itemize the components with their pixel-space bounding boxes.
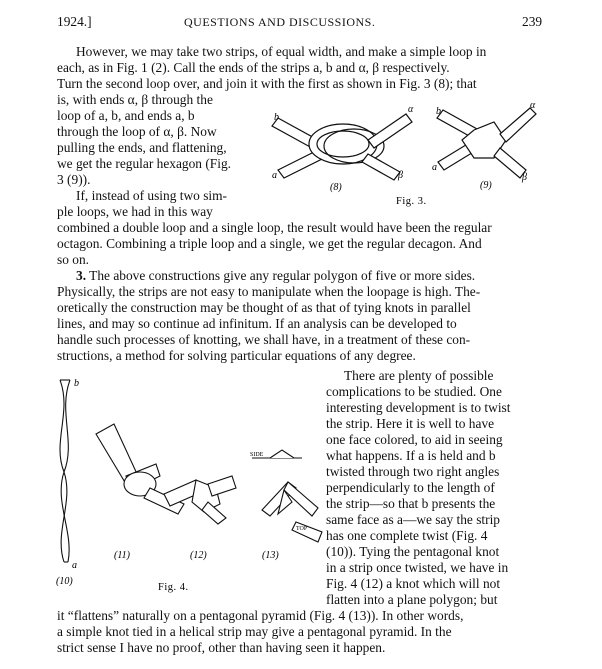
p2-line4: octagon. Combining a triple loop and a single, we get the regular decagon. And — [57, 236, 482, 251]
p2-line1: If, instead of using two sim- — [76, 188, 227, 203]
fig4-caption: Fig. 4. — [158, 582, 189, 593]
fig3-label-9: (9) — [480, 180, 492, 191]
p1-line2: each, as in Fig. 1 (2). Call the ends of the strips a, b and α, β respectively. — [57, 60, 450, 75]
figure-3-drawing — [268, 100, 538, 210]
p4-line5: one face colored, to aid in seeing — [326, 432, 503, 447]
p4-line17: a simple knot tied in a helical strip may give a pentagonal pyramid. In the — [57, 624, 452, 639]
p4-line9: the strip—so that b presents the — [326, 496, 496, 511]
figure-3 — [268, 100, 538, 210]
p4-line16: it “flattens” naturally on a pentagonal pyramid (Fig. 4 (13)). In other words, — [57, 608, 464, 623]
fig4-top-label: TOP — [296, 526, 308, 532]
fig4-end-a: a — [72, 560, 77, 571]
p1-line3: Turn the second loop over, and join it with the first as shown in Fig. 3 (8); that — [57, 76, 477, 91]
figure-3-knot-8 — [272, 114, 412, 180]
p1-line8: we get the regular hexagon (Fig. — [57, 156, 232, 171]
p3-line5: handle such processes of knotting, we shall have, in a treatment of these con- — [57, 332, 471, 347]
fig3-9-end-beta: β — [522, 172, 527, 183]
p4-line15: flatten into a plane polygon; but — [326, 592, 498, 607]
fig4-side-label: SIDE — [250, 452, 264, 458]
p4-line4: the strip. Here it is well to have — [326, 416, 495, 431]
p2-line5: so on. — [57, 252, 89, 267]
fig3-end-a: a — [272, 170, 277, 181]
fig3-9-end-a: a — [432, 162, 437, 173]
header-year: 1924.] — [57, 14, 92, 29]
p3-line2: Physically, the strips are not easy to manipulate when the loopage is high. The- — [57, 284, 481, 299]
p4-line11: has one complete twist (Fig. 4 — [326, 528, 488, 543]
fig4-label-12: (12) — [190, 550, 207, 561]
fig4-end-b: b — [74, 378, 79, 389]
p1-line4: is, with ends α, β through the — [57, 92, 213, 107]
p1-line6: through the loop of α, β. Now — [57, 124, 217, 139]
header-title: QUESTIONS AND DISCUSSIONS. — [184, 15, 376, 29]
p4-line6: what happens. If a is held and b — [326, 448, 496, 463]
figure-4-knot-12 — [164, 476, 236, 524]
p4-line8: perpendicularly to the length of — [326, 480, 495, 495]
fig3-caption: Fig. 3. — [396, 196, 427, 207]
fig4-label-10: (10) — [56, 576, 73, 587]
p4-line10: same face as a—we say the strip — [326, 512, 501, 527]
figure-4 — [56, 372, 324, 604]
fig3-9-end-b: b — [436, 106, 441, 117]
fig3-end-alpha: α — [408, 104, 414, 115]
p1-line7: pulling the ends, and flattening, — [57, 140, 227, 155]
fig3-9-end-alpha: α — [530, 100, 536, 111]
p1-line1: However, we may take two strips, of equal width, and make a simple loop in — [76, 44, 487, 59]
p4-line12: (10)). Tying the pentagonal knot — [326, 544, 500, 559]
fig3-end-b: b — [274, 112, 279, 123]
p2-line3: combined a double loop and a single loop, the result would have been the regular — [57, 220, 492, 235]
figure-3-knot-9 — [437, 108, 536, 178]
fig3-end-beta: β — [398, 170, 403, 181]
fig3-label-8: (8) — [330, 182, 342, 193]
p1-line9: 3 (9)). — [57, 172, 91, 187]
figure-4-strip-10 — [60, 380, 70, 562]
p4-line1: There are plenty of possible — [344, 368, 494, 383]
p4-line2: complications to be studied. One — [326, 384, 502, 399]
p4-line18: strict sense I have no proof, other than having seen it happen. — [57, 640, 386, 655]
p3-line3: oretically the construction may be thought of as that of tying knots in parallel — [57, 300, 471, 315]
p4-line14: Fig. 4 (12) a knot which will not — [326, 576, 501, 591]
figure-4-pyramid-13 — [252, 450, 322, 542]
p4-line3: interesting development is to twist — [326, 400, 511, 415]
figure-4-drawing — [56, 372, 324, 604]
p3-line4: lines, and may so continue ad infinitum. If an analysis can be developed to — [57, 316, 457, 331]
p3-line1: 3. The above constructions give any regular polygon of five or more sides. — [76, 268, 476, 283]
p3-line1-text: The above constructions give any regular polygon of five or more sides. — [89, 268, 476, 283]
p3-line6: structions, a method for solving particular equations of any degree. — [57, 348, 416, 363]
page-number: 239 — [522, 14, 543, 29]
p2-line2: ple loops, we had in this way — [57, 204, 213, 219]
p4-line7: twisted through two right angles — [326, 464, 500, 479]
p4-line13: in a strip once twisted, we have in — [326, 560, 509, 575]
fig4-label-13: (13) — [262, 550, 279, 561]
p1-line5: loop of a, b, and ends a, b — [57, 108, 195, 123]
fig4-label-11: (11) — [114, 550, 130, 561]
